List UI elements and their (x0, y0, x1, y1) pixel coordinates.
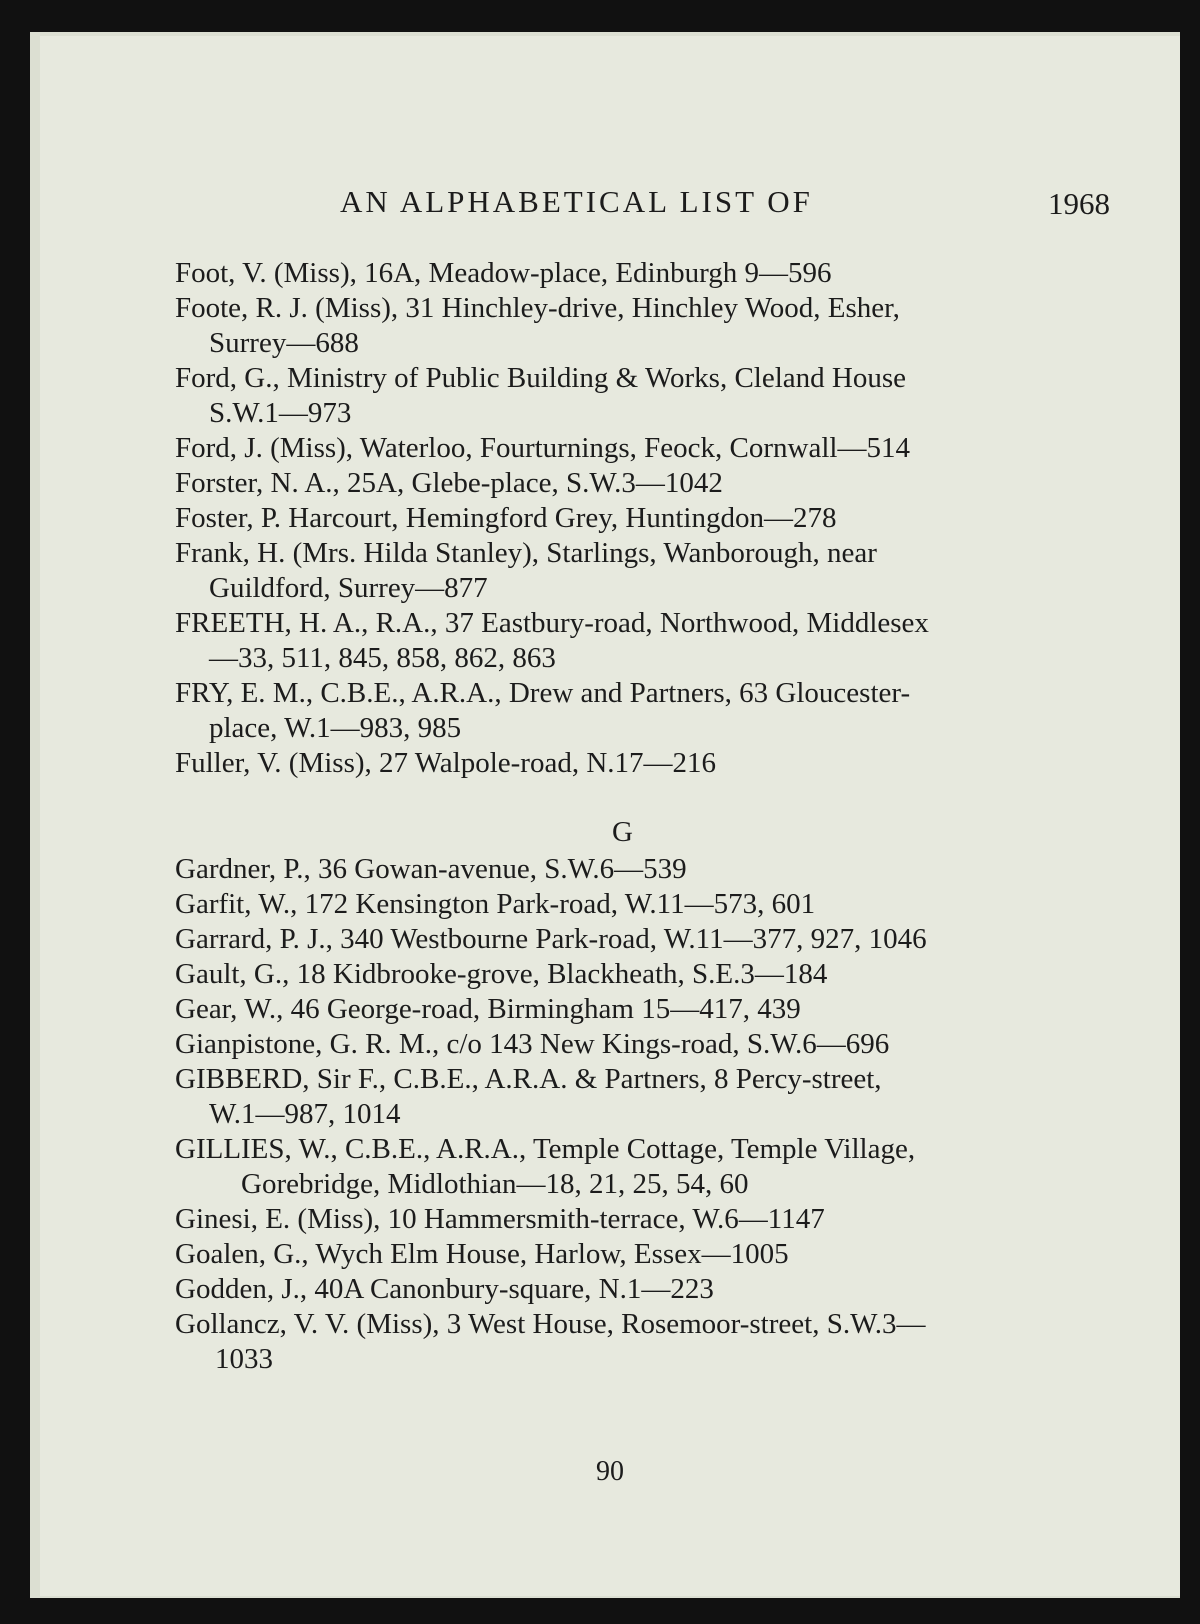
book-page (40, 36, 1180, 1596)
list-entry: Goalen, G., Wych Elm House, Harlow, Essex—1005 (175, 1238, 789, 1270)
list-entry-continuation: Surrey—688 (209, 327, 359, 359)
list-entry: Gardner, P., 36 Gowan-avenue, S.W.6—539 (175, 853, 687, 885)
list-entry: Forster, N. A., 25A, Glebe-place, S.W.3—1042 (175, 467, 723, 499)
list-entry: Garrard, P. J., 340 Westbourne Park-road, W.11—377, 927, 1046 (175, 923, 927, 955)
list-entry: Fuller, V. (Miss), 27 Walpole-road, N.17—216 (175, 747, 717, 779)
list-entry: GILLIES, W., C.B.E., A.R.A., Temple Cottage, Temple Village, (175, 1133, 916, 1165)
page-number: 90 (596, 1456, 624, 1487)
entry-list (175, 256, 1125, 1377)
list-entry: Gianpistone, G. R. M., c/o 143 New Kings-road, S.W.6—696 (175, 1028, 890, 1060)
list-entry: Garfit, W., 172 Kensington Park-road, W.11—573, 601 (175, 888, 816, 920)
list-entry-continuation: 1033 (215, 1343, 273, 1375)
running-header-year: 1968 (1048, 186, 1110, 221)
section-heading-g: G (612, 816, 633, 848)
list-entry: Godden, J., 40A Canonbury-square, N.1—223 (175, 1273, 714, 1305)
list-entry: Foot, V. (Miss), 16A, Meadow-place, Edinburgh 9—596 (175, 257, 832, 289)
running-header-title: AN ALPHABETICAL LIST OF (340, 184, 813, 219)
list-entry: Ford, G., Ministry of Public Building & Works, Cleland House (175, 362, 906, 394)
list-entry-continuation: Gorebridge, Midlothian—18, 21, 25, 54, 60 (241, 1168, 749, 1200)
list-entry: Gault, G., 18 Kidbrooke-grove, Blackheath, S.E.3—184 (175, 958, 828, 990)
list-entry: Foster, P. Harcourt, Hemingford Grey, Huntingdon—278 (175, 502, 837, 534)
list-entry: Gear, W., 46 George-road, Birmingham 15—417, 439 (175, 993, 801, 1025)
list-entry-continuation: W.1—987, 1014 (209, 1098, 401, 1130)
list-entry: Gollancz, V. V. (Miss), 3 West House, Rosemoor-street, S.W.3— (175, 1308, 926, 1340)
list-entry: Foote, R. J. (Miss), 31 Hinchley-drive, Hinchley Wood, Esher, (175, 292, 900, 324)
list-entry-continuation: place, W.1—983, 985 (209, 712, 462, 744)
list-entry-continuation: Guildford, Surrey—877 (209, 572, 488, 604)
list-entry: Frank, H. (Mrs. Hilda Stanley), Starlings, Wanborough, near (175, 537, 877, 569)
list-entry-continuation: —33, 511, 845, 858, 862, 863 (209, 642, 556, 674)
list-entry: FRY, E. M., C.B.E., A.R.A., Drew and Partners, 63 Gloucester- (175, 677, 911, 709)
list-entry-continuation: S.W.1—973 (209, 397, 352, 429)
list-entry: Ginesi, E. (Miss), 10 Hammersmith-terrace, W.6—1147 (175, 1203, 825, 1235)
list-entry: Ford, J. (Miss), Waterloo, Fourturnings, Feock, Cornwall—514 (175, 432, 910, 464)
list-entry: GIBBERD, Sir F., C.B.E., A.R.A. & Partners, 8 Percy-street, (175, 1063, 882, 1095)
list-entry: FREETH, H. A., R.A., 37 Eastbury-road, Northwood, Middlesex (175, 607, 929, 639)
